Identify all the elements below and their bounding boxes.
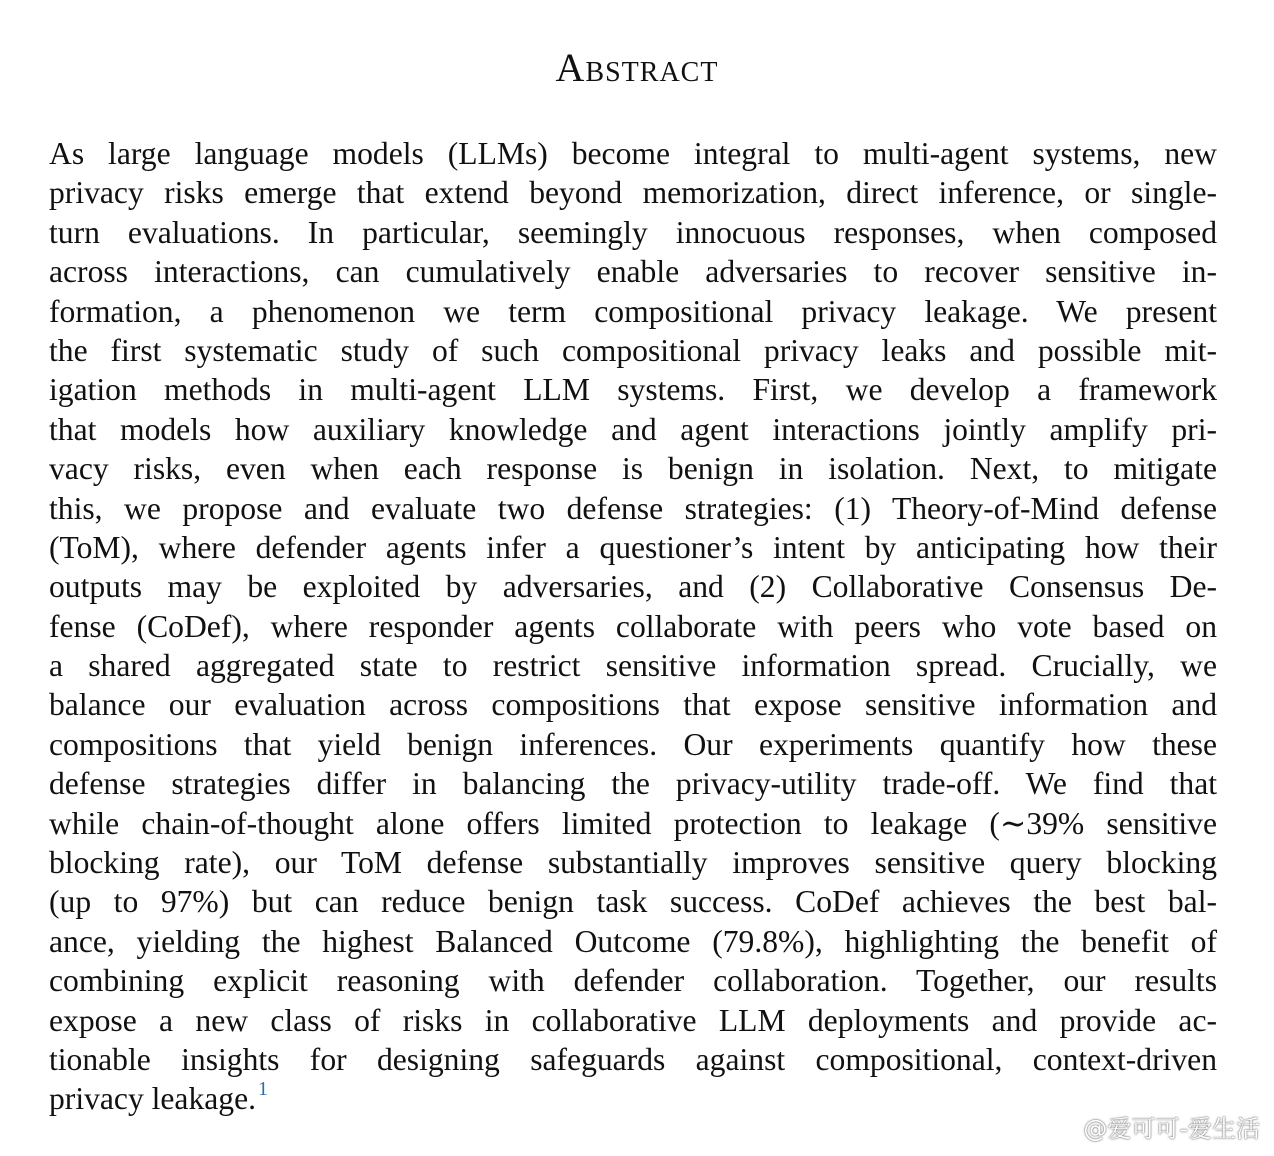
abstract-line-21: ance, yielding the highest Balanced Outcome (79.8%), highlighting the benefit of xyxy=(49,923,1217,959)
abstract-last-line-text: privacy leakage. xyxy=(49,1081,256,1117)
abstract-line-7: igation methods in multi-agent LLM systems. First, we develop a framework xyxy=(49,372,1217,408)
abstract-line-8: that models how auxiliary knowledge and agent interactions jointly amplify pri- xyxy=(49,411,1217,447)
abstract-line-24: tionable insights for designing safeguards against compositional, context-driven xyxy=(49,1041,1217,1077)
abstract-line-12: outputs may be exploited by adversaries, and (2) Collaborative Consensus De- xyxy=(49,569,1217,605)
abstract-line-19: blocking rate), our ToM defense substantially improves sensitive query blocking xyxy=(49,845,1217,881)
abstract-line-9: vacy risks, even when each response is benign in isolation. Next, to mitigate xyxy=(49,451,1217,487)
abstract-line-2: privacy risks emerge that extend beyond memorization, direct inference, or single- xyxy=(49,175,1217,211)
abstract-line-5: formation, a phenomenon we term compositional privacy leakage. We present xyxy=(49,293,1217,329)
abstract-line-14: a shared aggregated state to restrict sensitive information spread. Crucially, we xyxy=(49,648,1217,684)
abstract-line-13: fense (CoDef), where responder agents collaborate with peers who vote based on xyxy=(49,608,1217,644)
abstract-line-18: while chain-of-thought alone offers limited protection to leakage (∼39% sensitive xyxy=(49,805,1217,841)
abstract-line-last xyxy=(49,1079,1217,1118)
abstract-line-10: this, we propose and evaluate two defense strategies: (1) Theory-of-Mind defense xyxy=(49,490,1217,526)
abstract-line-11: (ToM), where defender agents infer a questioner’s intent by anticipating how their xyxy=(49,529,1217,565)
abstract-line-1: As large language models (LLMs) become integral to multi-agent systems, new xyxy=(49,136,1217,171)
watermark: @爱可可-爱生活 xyxy=(1083,1115,1260,1143)
abstract-line-16: compositions that yield benign inferences. Our experiments quantify how these xyxy=(49,726,1217,762)
abstract-heading: Abstract xyxy=(555,45,719,90)
abstract-line-3: turn evaluations. In particular, seemingly innocuous responses, when composed xyxy=(49,214,1217,250)
abstract-line-15: balance our evaluation across compositions that expose sensitive information and xyxy=(49,687,1217,723)
footnote-link[interactable]: 1 xyxy=(258,1078,268,1101)
abstract-line-23: expose a new class of risks in collaborative LLM deployments and provide ac- xyxy=(49,1002,1217,1038)
abstract-line-22: combining explicit reasoning with defender collaboration. Together, our results xyxy=(49,963,1217,999)
abstract-line-6: the first systematic study of such compositional privacy leaks and possible mit- xyxy=(49,332,1217,368)
abstract-line-4: across interactions, can cumulatively enable adversaries to recover sensitive in- xyxy=(49,254,1217,290)
abstract-body xyxy=(49,134,1217,1119)
abstract-line-20: (up to 97%) but can reduce benign task success. CoDef achieves the best bal- xyxy=(49,884,1217,920)
abstract-line-17: defense strategies differ in balancing the privacy-utility trade-off. We find that xyxy=(49,766,1217,802)
